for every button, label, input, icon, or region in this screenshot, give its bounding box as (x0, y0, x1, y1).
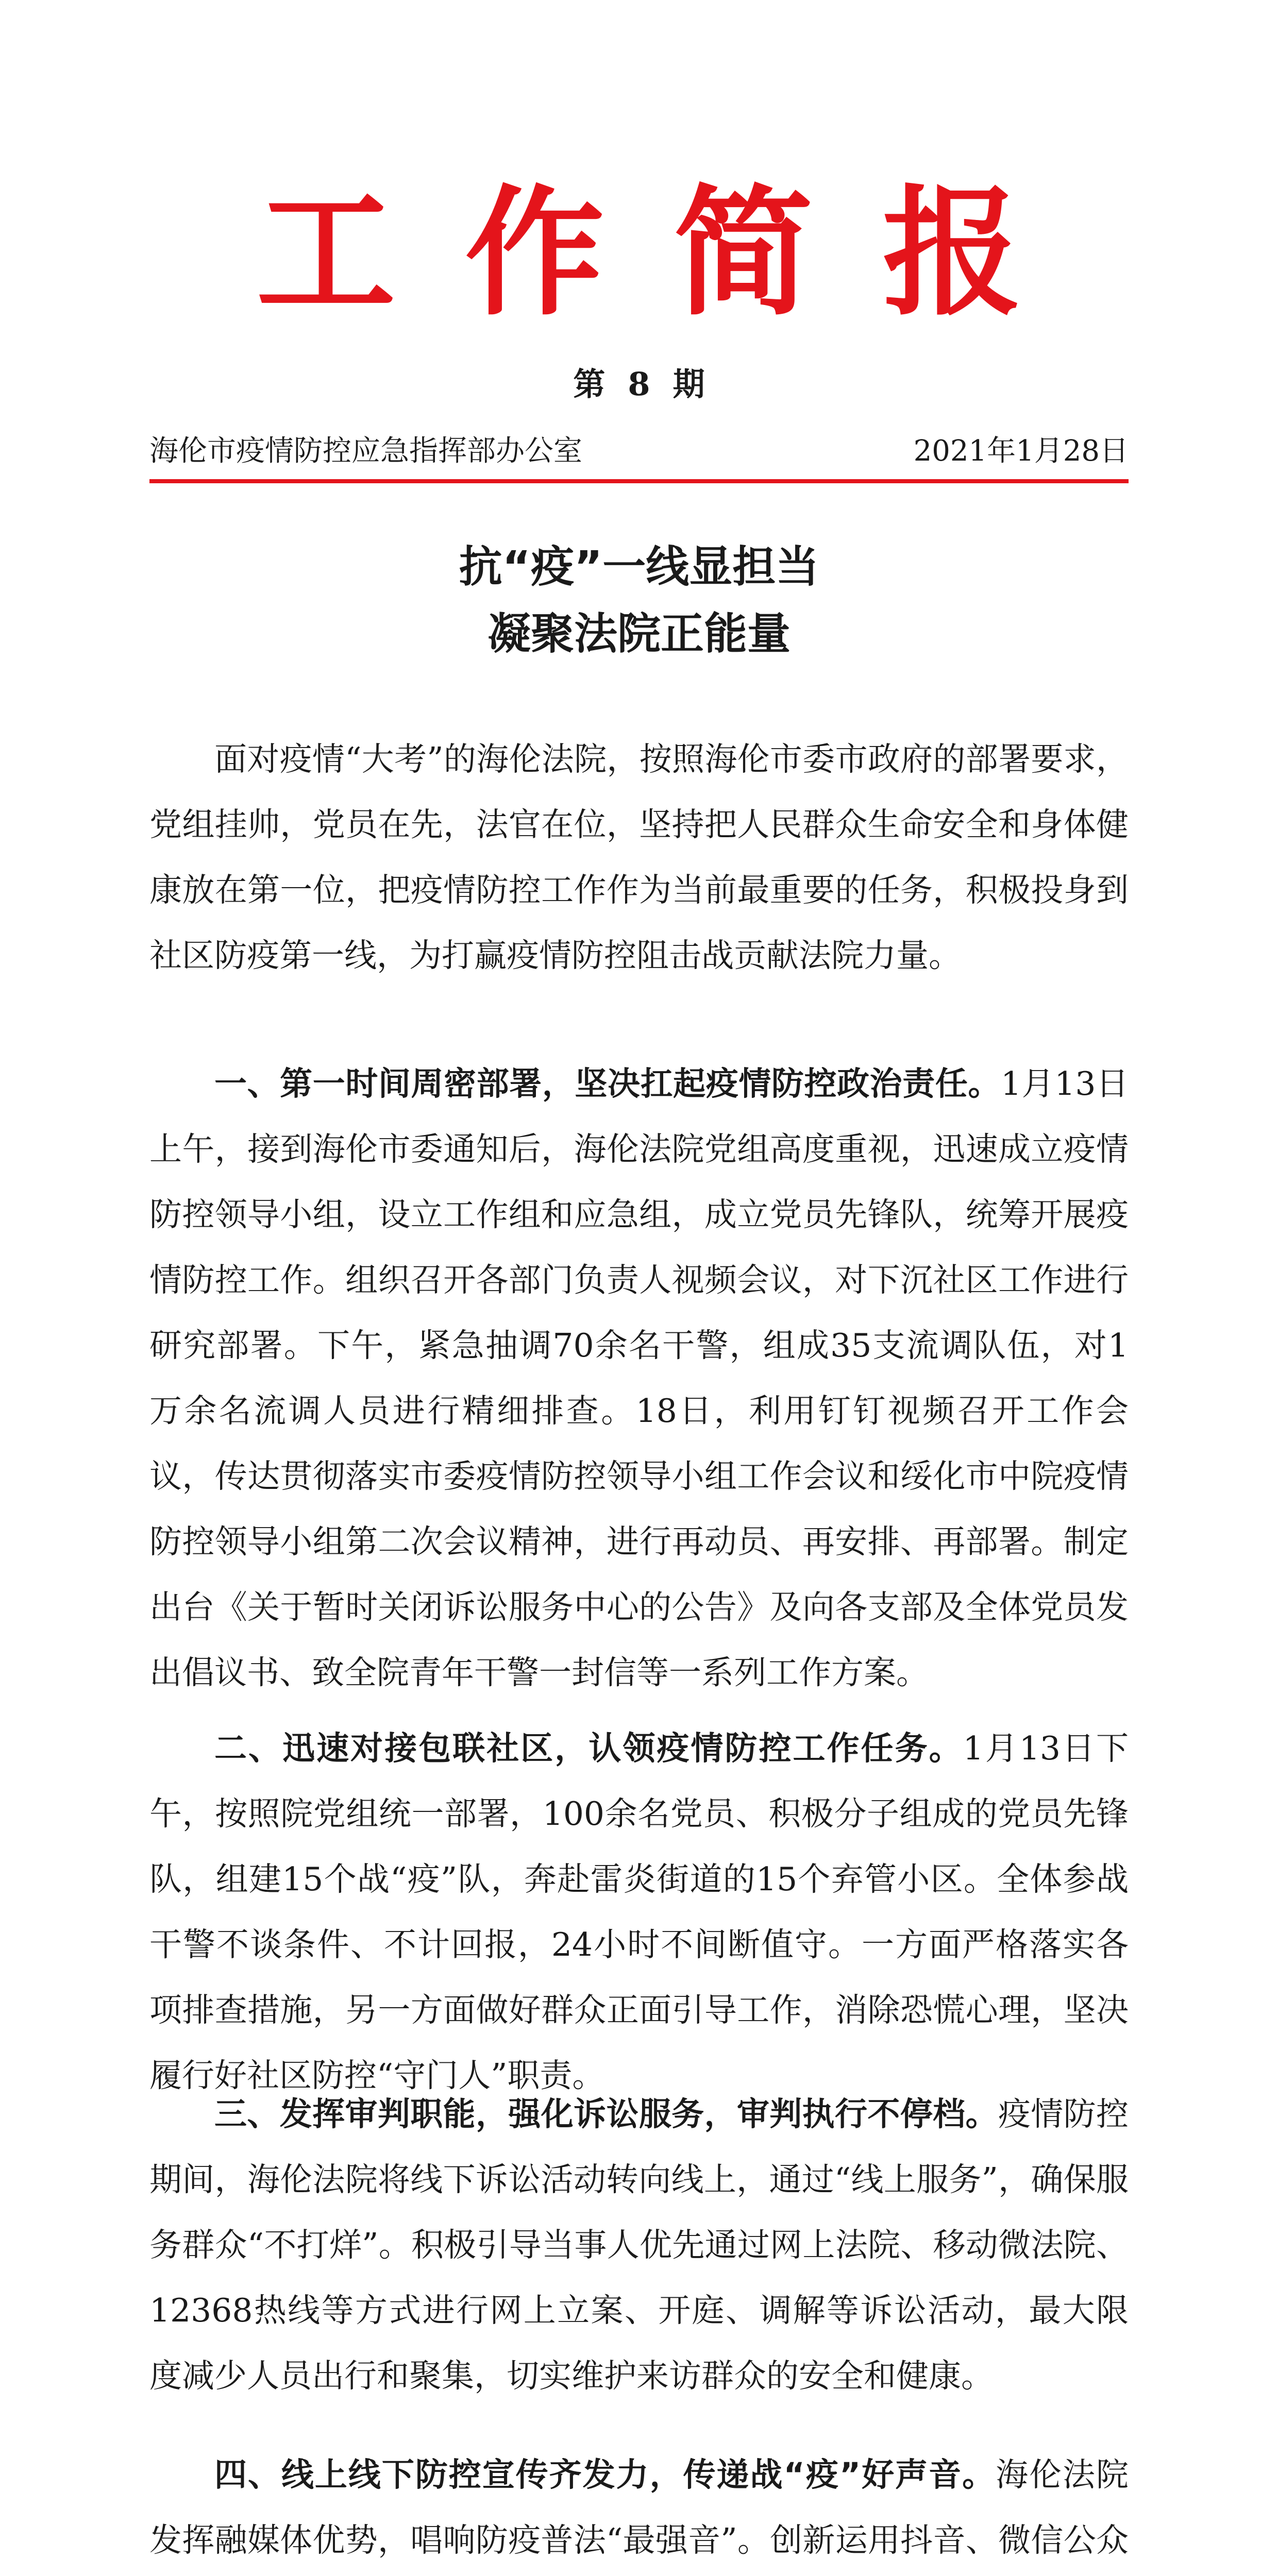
issue-value: 8 (628, 365, 650, 403)
article-title-line-2: 凝聚法院正能量 (487, 608, 791, 659)
section-4-text: 海伦法院发挥融媒体优势，唱响防疫普法“最强音”。创新运用抖音、微信公众 (149, 2456, 1129, 2559)
section-4-paragraph (149, 2442, 1129, 2576)
issue-suffix: 期 (672, 365, 705, 403)
section-3-text: 疫情防控期间，海伦法院将线下诉讼活动转向线上，通过“线上服务”，确保服务群众“不打烊”。积极引导当事人优先通过网上法院、移动微法院、12368热线等方式进行网上立案、开庭、调解等诉讼活动，最大限度减少人员出行和聚集，切实维护来访群众的安全和健康。 (149, 2095, 1129, 2395)
section-1-paragraph (149, 1051, 1129, 1705)
section-2-heading: 二、迅速对接包联社区，认领疫情防控工作任务。 (214, 1730, 963, 1767)
section-4-heading: 四、线上线下防控宣传齐发力，传递战“疫”好声音。 (214, 2456, 996, 2494)
section-1-heading: 一、第一时间周密部署，坚决扛起疫情防控政治责任。 (214, 1065, 1001, 1103)
section-2-text: 1月13日下午，按照院党组统一部署，100余名党员、积极分子组成的党员先锋队，组建15个战“疫”队，奔赴雷炎街道的15个弃管小区。全体参战干警不谈条件、不计回报，24小时不间断值守。一方面严格落实各项排查措施，另一方面做好群众正面引导工作，消除恐慌心理，坚决履行好社区防控“守门人”职责。 (149, 1730, 1129, 2094)
article-title-line-1: 抗“疫”一线显担当 (459, 541, 819, 592)
section-3-heading: 三、发挥审判职能，强化诉讼服务，审判执行不停档。 (214, 2095, 998, 2133)
issue-prefix: 第 (573, 365, 606, 403)
issue-date: 2021年1月28日 (913, 434, 1129, 468)
section-1-text: 1月13日上午，接到海伦市委通知后，海伦法院党组高度重视，迅速成立疫情防控领导小组，设立工作组和应急组，成立党员先锋队，统筹开展疫情防控工作。组织召开各部门负责人视频会议，对下沉社区工作进行研究部署。下午，紧急抽调70余名干警，组成35支流调队伍，对1万余名流调人员进行精细排查。18日，利用钉钉视频召开工作会议，传达贯彻落实市委疫情防控领导小组工作会议和绥化市中院疫情防控领导小组第二次会议精神，进行再动员、再安排、再部署。制定出台《关于暂时关闭诉讼服务中心的公告》及向各支部及全体党员发出倡议书、致全院青年干警一封信等一系列工作方案。 (149, 1065, 1129, 1691)
section-2-paragraph (149, 1716, 1129, 2108)
red-divider (149, 479, 1129, 483)
issuer-row (149, 431, 1129, 472)
issue-number (0, 364, 1278, 405)
issuing-office: 海伦市疫情防控应急指挥部办公室 (149, 434, 582, 468)
section-3-paragraph (149, 2081, 1129, 2409)
intro-paragraph: 面对疫情“大考”的海伦法院，按照海伦市委市政府的部署要求，党组挂帅，党员在先，法官在位，坚持把人民群众生命安全和身体健康放在第一位，把疫情防控工作作为当前最重要的任务，积极投身到社区防疫第一线，为打赢疫情防控阻击战贡献法院力量。 (149, 740, 1129, 974)
masthead-title: 工作简报 (256, 171, 1091, 334)
